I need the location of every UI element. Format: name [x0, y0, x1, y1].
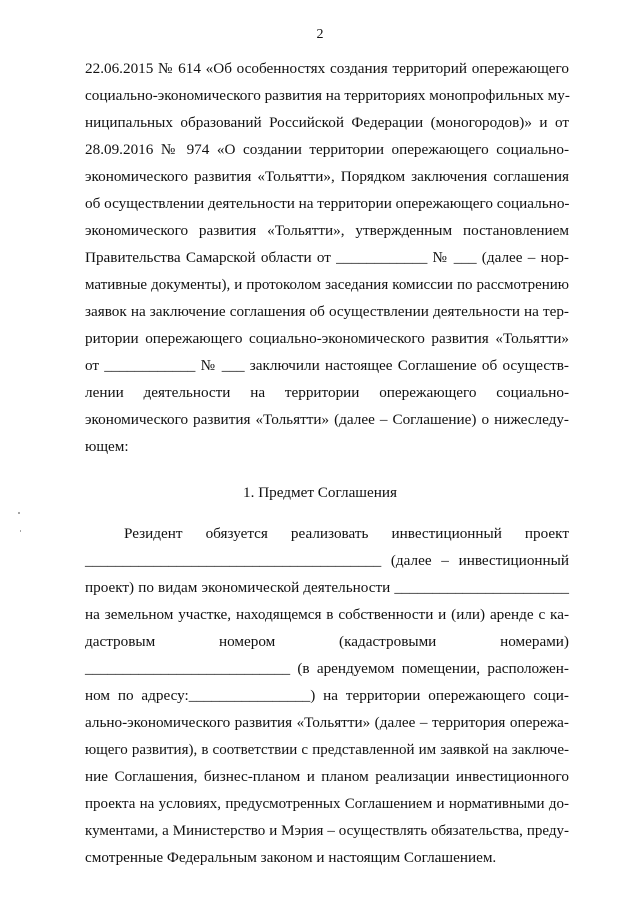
- text-line: дастровым номером (кадастровыми номерами): [85, 633, 569, 650]
- text-line: Правительства Самарской области от ____________ № ___ (далее – нор-: [85, 249, 569, 266]
- text-line: ющего развития), в соответствии с представленной им заявкой на заключе-: [85, 742, 569, 758]
- text-line: лении деятельности на территории опережающего социально-: [85, 384, 569, 401]
- text-line: на земельном участке, находящемся в собственности и (или) аренде с ка-: [85, 606, 569, 623]
- text-line: проект) по видам экономической деятельности _______________________: [85, 579, 569, 596]
- text-line: проекта на условиях, предусмотренных Соглашением и нормативными до-: [85, 796, 569, 812]
- text-line: ниципальных образований Российской Федерации (моногородов)» и от: [85, 114, 569, 131]
- text-line: ритории опережающего социально-экономического развития «Тольятти»: [85, 330, 569, 347]
- text-line: смотренные Федеральным законом и настоящим Соглашением.: [85, 849, 497, 866]
- text-line: ющем:: [85, 438, 129, 455]
- text-line: ___________________________ (в арендуемом помещении, расположен-: [85, 660, 569, 677]
- section-heading: 1. Предмет Соглашения: [243, 484, 397, 501]
- text-line: кументами, а Министерство и Мэрия – осуществлять обязательства, преду-: [85, 823, 569, 839]
- text-line: экономического развития «Тольятти» (далее – Соглашение) о нижеследу-: [85, 411, 569, 428]
- text-line: от ____________ № ___ заключили настоящее Соглашение об осуществ-: [85, 357, 569, 374]
- scan-speck: [20, 530, 21, 532]
- text-line: ние Соглашения, бизнес-планом и планом реализации инвестиционного: [85, 768, 569, 785]
- text-line: 22.06.2015 № 614 «Об особенностях создания территорий опережающего: [85, 60, 569, 77]
- text-line: заявок на заключение соглашения об осуществлении деятельности на тер-: [85, 303, 569, 320]
- text-line: 28.09.2016 № 974 «О создании территории опережающего социально-: [85, 141, 569, 158]
- text-line: ально-экономического развития «Тольятти» (далее – территория опережа-: [85, 714, 569, 731]
- text-line: мативные документы), и протоколом заседания комиссии по рассмотрению: [85, 277, 569, 293]
- text-line: экономического развития «Тольятти», утвержденным постановлением: [85, 222, 569, 239]
- scan-speck: [18, 512, 20, 514]
- text-line: ном по адресу:________________) на территории опережающего соци-: [85, 687, 569, 704]
- text-line: социально-экономического развития на территориях монопрофильных му-: [85, 87, 570, 104]
- text-line: Резидент обязуется реализовать инвестиционный проект: [124, 525, 569, 542]
- text-line: _______________________________________ (далее – инвестиционный: [85, 552, 569, 569]
- page-number: 2: [316, 27, 324, 42]
- text-line: экономического развития «Тольятти», Порядком заключения соглашения: [85, 168, 569, 185]
- text-line: об осуществлении деятельности на территории опережающего социально-: [85, 195, 570, 212]
